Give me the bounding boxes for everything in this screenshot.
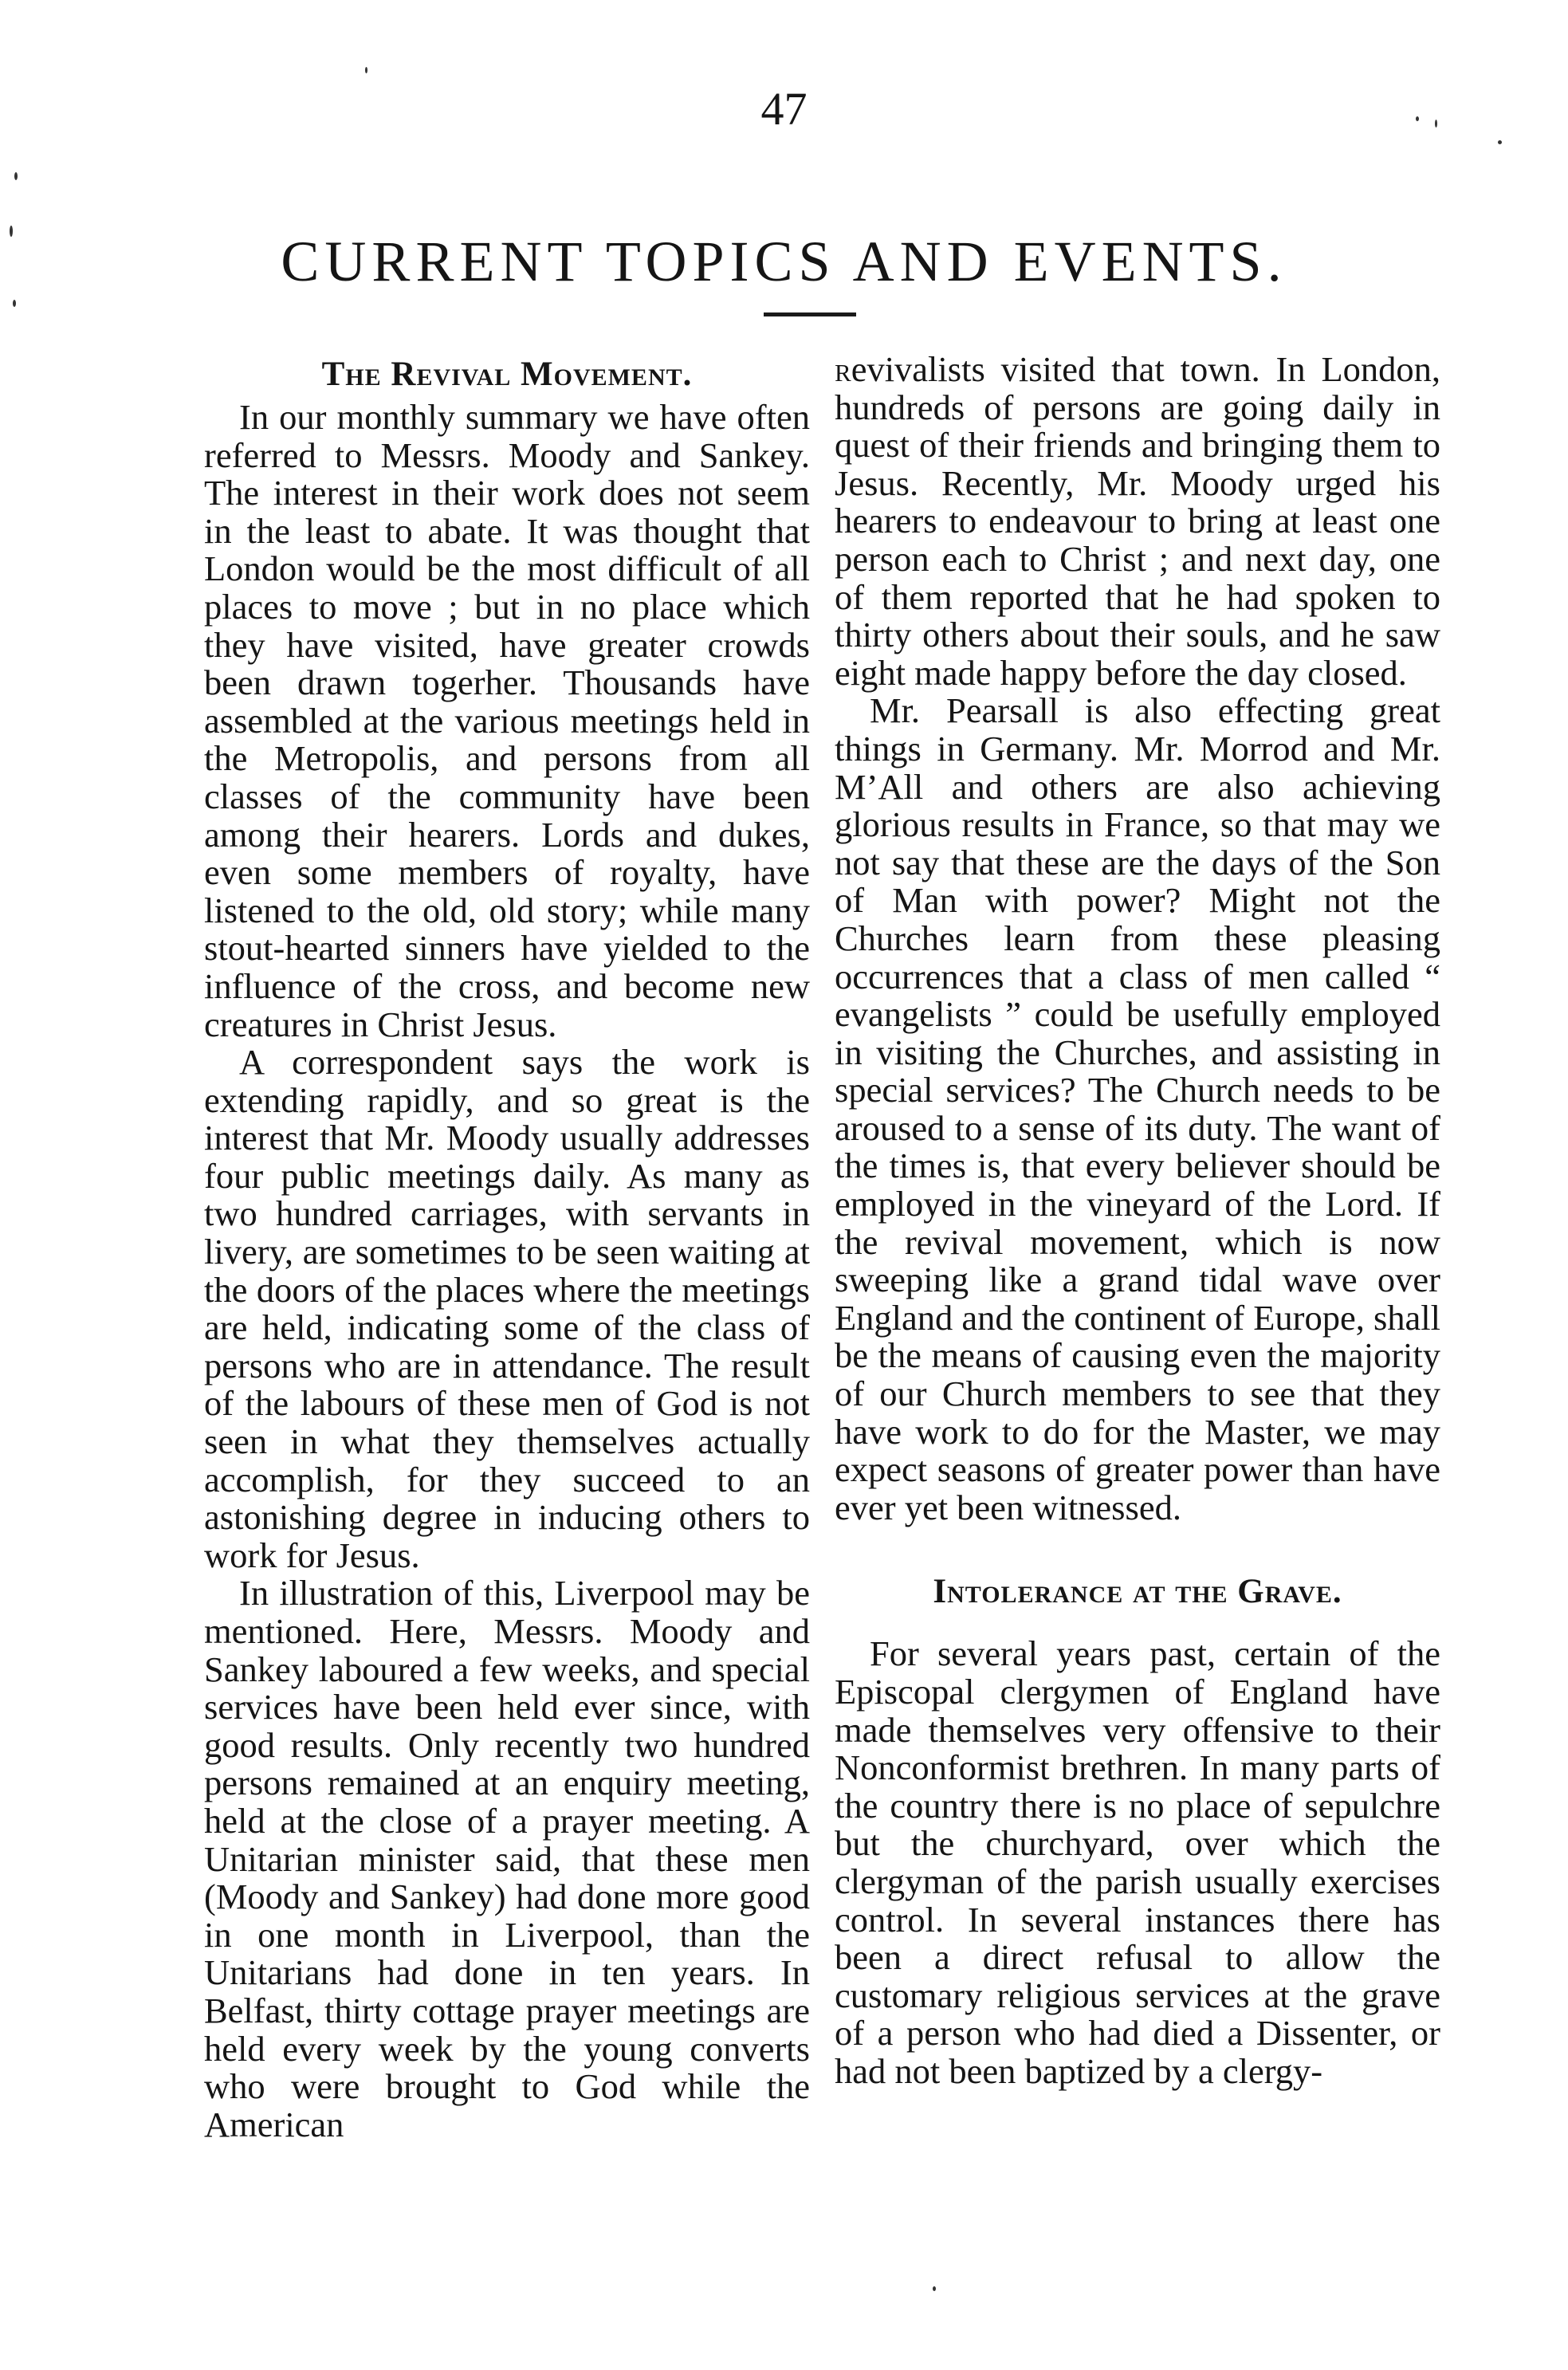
scan-speck <box>1498 140 1502 144</box>
left-column <box>204 351 810 2144</box>
section-heading-intolerance-at-the-grave: Intolerance at the Grave. <box>933 1573 1342 1611</box>
page-title: CURRENT TOPICS AND EVENTS. <box>281 230 1287 293</box>
scan-speck <box>365 67 367 73</box>
paragraph: For several years past, certain of the Episcopal clergymen of England have made themselves very offensive to their Nonconformist brethren. In many parts of the country there is no place of sepulchre but the churchyard, over which the clergyman of the parish usually exercises control. In several instances there has been a direct refusal to allow the customary religious services at the grave of a person who had died a Dissenter, or had not been baptized by a clergy- <box>835 1633 1440 2091</box>
page-number: 47 <box>760 83 808 135</box>
scan-speck <box>1435 120 1437 128</box>
scan-speck <box>933 2286 936 2291</box>
paragraph: In our monthly summary we have often referred to Messrs. Moody and Sankey. The interest in their work does not seem in the least to abate. It was thought that London would be the most difficult of all places to move ; but in no place which they have visited, have greater crowds been drawn togerher. Thousands have assembled at the various meetings held in the Metropolis, and persons from all classes of the community have been among their hearers. Lords and dukes, even some members of royalty, have listened to the old, old story; while many stout-hearted sinners have yielded to the influence of the cross, and become new creatures in Christ Jesus. <box>204 397 810 1044</box>
scan-speck <box>10 226 13 237</box>
paragraph: Mr. Pearsall is also effecting great things in Germany. Mr. Morrod and Mr. M’All and others are also achieving glorious results in France, so that may we not say that these are the days of the Son of Man with power? Might not the Churches learn from these pleasing occurrences that a class of men called “ evangelists ” could be usefully employed in visiting the Churches, and assisting in special services? The Church needs to be aroused to a sense of its duty. The want of the times is, that every believer should be employed in the vineyard of the Lord. If the revival movement, which is now sweeping like a grand tidal wave over England and the continent of Europe, shall be the means of causing even the majority of our Church members to see that they have work to do for the Master, we may expect seasons of greater power than have ever yet been witnessed. <box>835 690 1440 1527</box>
title-divider <box>764 312 856 316</box>
scan-speck <box>14 172 18 180</box>
scan-speck <box>13 300 16 307</box>
scan-speck <box>1416 116 1419 121</box>
right-column <box>835 351 1440 2091</box>
paragraph: A correspondent says the work is extending rapidly, and so great is the interest that Mr. Moody usually addresses four public meetings daily. As many as two hundred carriages, with servants in livery, are sometimes to be seen waiting at the doors of the places where the meetings are held, indicating some of the class of persons who are in attendance. The result of the labours of these men of God is not seen in what they themselves actually accomplish, for they succeed to an astonishing degree in inducing others to work for Jesus. <box>204 1042 810 1575</box>
section-heading-revival-movement: The Revival Movement. <box>321 356 693 393</box>
paragraph: In illustration of this, Liverpool may be mentioned. Here, Messrs. Moody and Sankey laboured a few weeks, and special services have been held ever since, with good results. Only recently two hundred persons remained at an enquiry meeting, held at the close of a prayer meeting. A Unitarian minister said, that these men (Moody and Sankey) had done more good in one month in Liverpool, than the Unitarians had done in ten years. In Belfast, thirty cottage prayer meetings are held every week by the young converts who were brought to God while the American <box>204 1573 810 2144</box>
paragraph-continued: revivalists visited that town. In London, hundreds of persons are going daily in quest of their friends and bringing them to Jesus. Recently, Mr. Moody urged his hearers to endeavour to bring at least one person each to Christ ; and next day, one of them reported that he had spoken to thirty others about their souls, and he saw eight made happy before the day closed. <box>835 349 1440 693</box>
